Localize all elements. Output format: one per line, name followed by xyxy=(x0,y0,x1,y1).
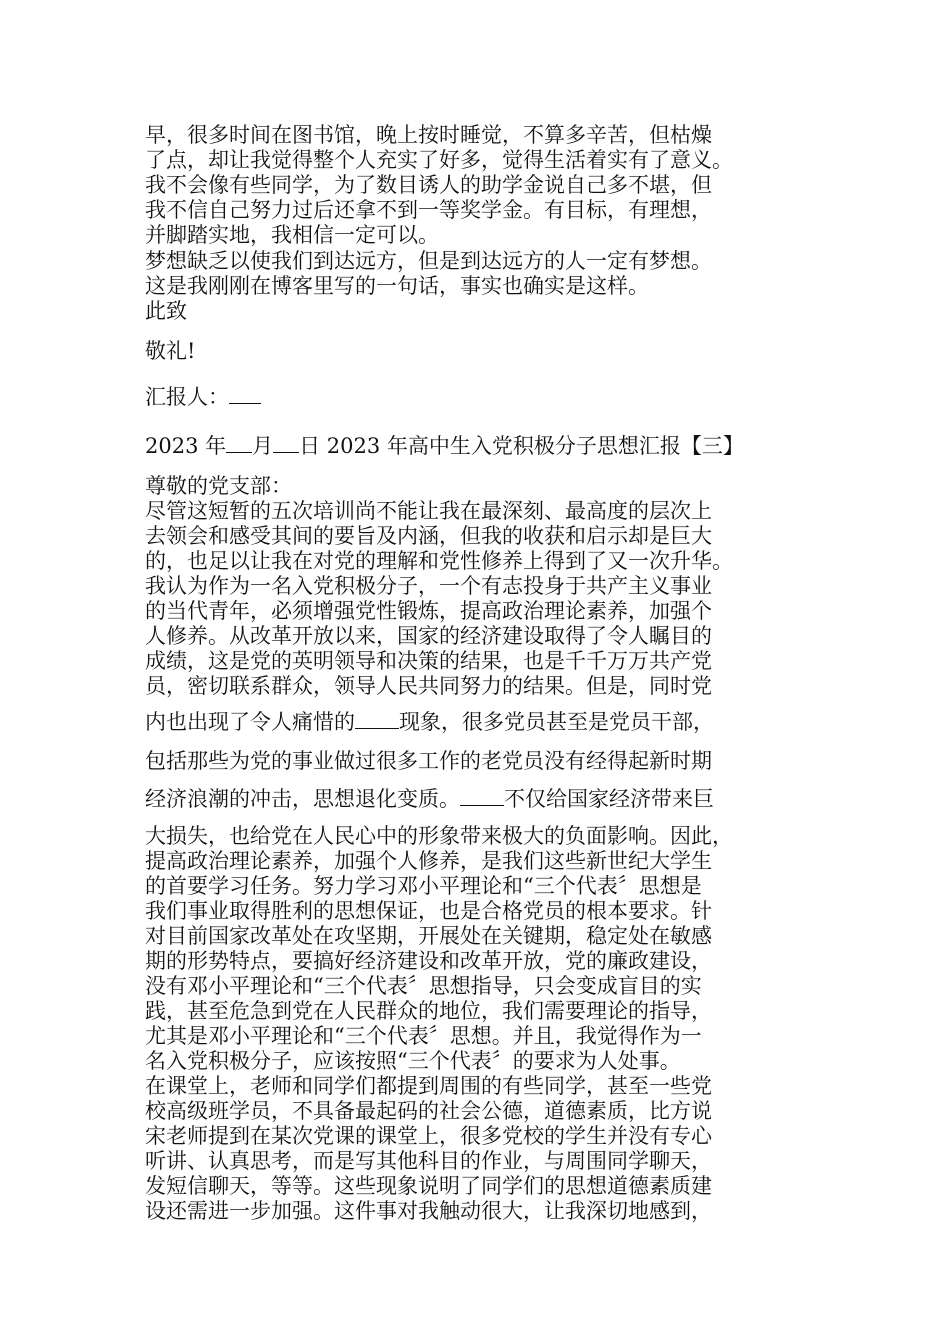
fill-blank xyxy=(355,709,399,729)
text-segment: 内也出现了令人痛惜的 xyxy=(145,710,355,734)
text-segment: 现象，很多党员甚至是党员干部， xyxy=(399,710,714,734)
text-line: 此致 xyxy=(145,299,187,323)
heading-title: 日 2023 年高中生入党积极分子思想汇报【三】 xyxy=(299,434,744,458)
text-line: 践，甚至危急到党在人民群众的地位，我们需要理论的指导， xyxy=(145,999,712,1023)
day-blank xyxy=(273,433,299,453)
month-blank xyxy=(226,433,252,453)
text-line: 并脚踏实地，我相信一定可以。 xyxy=(145,223,439,247)
text-line: 尤其是邓小平理论和“三个代表〞思想。并且，我觉得作为一 xyxy=(145,1024,702,1048)
text-line-with-blank xyxy=(145,709,714,735)
text-line: 的当代青年，必须增强党性锻炼，提高政治理论素养，加强个 xyxy=(145,599,712,623)
text-line: 我不会像有些同学，为了数目诱人的助学金说自己多不堪，但 xyxy=(145,173,712,197)
reporter-line xyxy=(145,384,261,410)
text-line: 梦想缺乏以使我们到达远方，但是到达远方的人一定有梦想。 xyxy=(145,249,712,273)
text-line: 我们事业取得胜利的思想保证，也是合格党员的根本要求。针 xyxy=(145,899,712,923)
text-line: 的首要学习任务。努力学习邓小平理论和“三个代表〞思想是 xyxy=(145,874,702,898)
report-heading xyxy=(145,433,744,459)
salutation: 尊敬的党支部： xyxy=(145,474,292,498)
text-segment: 不仅给国家经济带来巨 xyxy=(504,787,714,811)
text-line: 员，密切联系群众，领导人民共同努力的结果。但是，同时党 xyxy=(145,674,712,698)
text-line: 没有邓小平理论和“三个代表〞思想指导，只会变成盲目的实 xyxy=(145,974,702,998)
text-line: 了点，却让我觉得整个人充实了好多，觉得生活着实有了意义。 xyxy=(145,148,733,172)
text-line: 去领会和感受其间的要旨及内涵，但我的收获和启示却是巨大 xyxy=(145,524,712,548)
reporter-name-blank xyxy=(229,384,261,404)
text-line: 这是我刚刚在博客里写的一句话，事实也确实是这样。 xyxy=(145,274,649,298)
fill-blank xyxy=(460,786,504,806)
text-line: 我不信自己努力过后还拿不到一等奖学金。有目标，有理想， xyxy=(145,198,712,222)
text-line: 大损失，也给党在人民心中的形象带来极大的负面影响。因此， xyxy=(145,824,733,848)
text-line: 校高级班学员，不具备最起码的社会公德，道德素质，比方说 xyxy=(145,1099,712,1123)
text-line: 人修养。从改革开放以来，国家的经济建设取得了令人瞩目的 xyxy=(145,624,712,648)
text-line: 期的形势特点，要搞好经济建设和改革开放，党的廉政建设， xyxy=(145,949,712,973)
text-line: 对目前国家改革处在攻坚期，开展处在关键期，稳定处在敏感 xyxy=(145,924,712,948)
text-line: 成绩，这是党的英明领导和决策的结果，也是千千万万共产党 xyxy=(145,649,712,673)
text-line: 的，也足以让我在对党的理解和党性修养上得到了又一次升华。 xyxy=(145,549,733,573)
closing-greeting: 敬礼! xyxy=(145,339,196,363)
text-line: 宋老师提到在某次党课的课堂上，很多党校的学生并没有专心 xyxy=(145,1124,712,1148)
text-line: 包括那些为党的事业做过很多工作的老党员没有经得起新时期 xyxy=(145,749,712,773)
text-line: 发短信聊天，等等。这些现象说明了同学们的思想道德素质建 xyxy=(145,1174,712,1198)
text-line: 设还需进一步加强。这件事对我触动很大，让我深切地感到， xyxy=(145,1199,712,1223)
text-segment: 经济浪潮的冲击，思想退化变质。 xyxy=(145,787,460,811)
text-line: 尽管这短暂的五次培训尚不能让我在最深刻、最高度的层次上 xyxy=(145,499,712,523)
text-line: 提高政治理论素养，加强个人修养，是我们这些新世纪大学生 xyxy=(145,849,712,873)
text-line: 听讲、认真思考，而是写其他科目的作业，与周围同学聊天， xyxy=(145,1149,712,1173)
text-line: 名入党积极分子，应该按照“三个代表〞的要求为人处事。 xyxy=(145,1049,681,1073)
text-line: 在课堂上，老师和同学们都提到周围的有些同学，甚至一些党 xyxy=(145,1074,712,1098)
reporter-label: 汇报人： xyxy=(145,385,229,409)
text-line-with-blank xyxy=(145,786,714,812)
heading-month: 月 xyxy=(252,434,274,458)
text-line: 早，很多时间在图书馆，晚上按时睡觉，不算多辛苦，但枯燥 xyxy=(145,123,712,147)
text-line: 我认为作为一名入党积极分子，一个有志投身于共产主义事业 xyxy=(145,574,712,598)
heading-year: 2023 年 xyxy=(145,434,227,458)
